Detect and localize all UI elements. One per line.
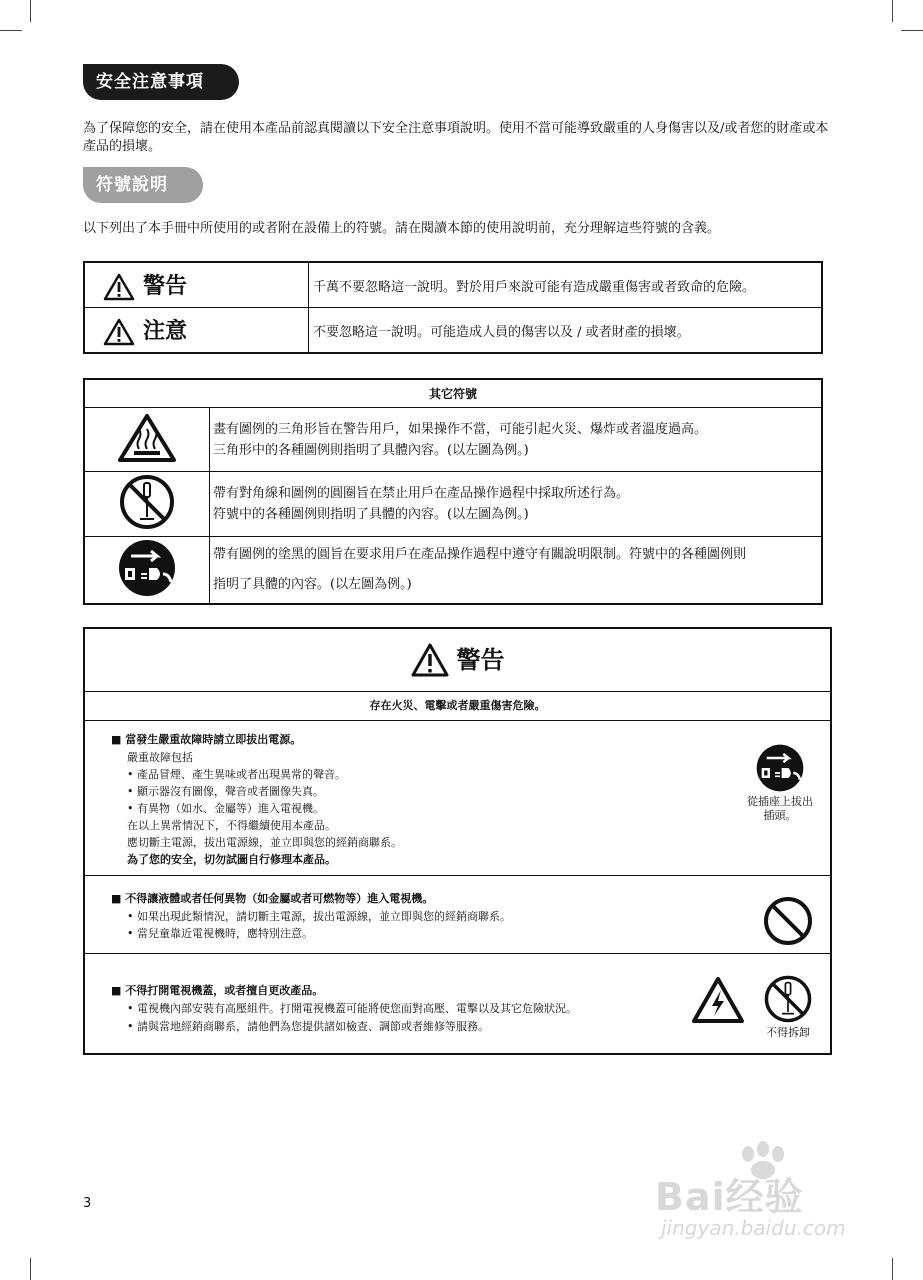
icon-caption: 不得拆卸 xyxy=(766,1026,810,1039)
other-symbols-table xyxy=(83,378,823,605)
list-item: • 有異物（如水、金屬等）進入電視機。 xyxy=(127,802,324,815)
warning-section-power xyxy=(85,721,830,876)
hot-surface-triangle-icon xyxy=(117,413,177,463)
warning-section-cover xyxy=(85,954,830,1053)
crop-mark xyxy=(892,1258,893,1280)
symbol-desc-line: 三角形中的各種圖例則指明了具體內容。(以左圖為例。) xyxy=(213,442,529,458)
crop-mark xyxy=(0,30,22,31)
level-desc: 不要忽略這一說明。可能造成人員的傷害以及 / 或者財產的損壞。 xyxy=(309,308,823,354)
warning-box xyxy=(83,627,832,1055)
intro-paragraph: 為了保障您的安全，請在使用本產品前認真閱讀以下安全注意事項說明。使用不當可能導致嚴重的人身傷害以及/或者您的財產或本產品的損壞。 xyxy=(83,121,829,154)
section-heading: ■ 不得打開電視機蓋，或者擅自更改產品。 xyxy=(111,984,324,997)
list-item: • 當兒童靠近電視機時，應特別注意。 xyxy=(127,927,313,940)
watermark-url: jingyan.baidu.com xyxy=(661,1216,846,1240)
table-row xyxy=(84,308,822,354)
crop-mark xyxy=(892,0,893,22)
level-label: 注意 xyxy=(143,319,188,344)
symbols-intro: 以下列出了本手冊中所使用的或者附在設備上的符號。請在閱讀本節的使用說明前，充分理解這些符號的含義。 xyxy=(83,221,721,236)
warning-section-liquids xyxy=(85,876,830,954)
list-item: • 顯示器沒有圖像，聲音或者圖像失真。 xyxy=(127,785,324,798)
no-disassemble-icon xyxy=(763,974,813,1024)
no-disassemble-icon xyxy=(118,473,176,531)
list-item: 應切斷主電源，拔出電源線，並立即與您的經銷商聯系。 xyxy=(127,836,402,849)
warning-subtitle: 存在火災、電擊或者嚴重傷害危險。 xyxy=(85,692,830,721)
crop-mark xyxy=(30,0,31,22)
warning-title-text: 警告 xyxy=(456,646,505,674)
list-item: 嚴重故障包括 xyxy=(127,751,193,764)
symbol-desc-line: 符號中的各種圖例則指明了具體的內容。(以左圖為例。) xyxy=(213,507,529,522)
level-label: 警告 xyxy=(143,274,188,299)
icon-caption: 從插座上拔出 插頭。 xyxy=(747,795,813,822)
unplug-icon xyxy=(117,538,177,598)
table-row xyxy=(84,537,822,605)
unplug-icon xyxy=(755,743,805,793)
table-row xyxy=(84,472,822,537)
list-item: • 電視機內部安裝有高壓組件。打開電視機蓋可能將使您面對高壓、電擊以及其它危險狀況。 xyxy=(127,1002,577,1015)
section-heading: ■ 不得讓液體或者任何異物（如金屬或者可燃物等）進入電視機。 xyxy=(111,892,434,905)
crop-mark xyxy=(30,1258,31,1280)
high-voltage-icon xyxy=(691,976,745,1024)
watermark xyxy=(655,1140,870,1250)
page-number: 3 xyxy=(83,1196,92,1211)
symbol-desc-line: 帶有對角線和圖例的圓圈旨在禁止用戶在產品操作過程中採取所述行為。 xyxy=(213,486,630,501)
section-title-symbols: 符號說明 xyxy=(83,167,203,203)
warning-triangle-icon xyxy=(411,643,449,677)
bold-warning-line: 為了您的安全，切勿試圖自行修理本產品。 xyxy=(127,853,336,866)
caution-triangle-icon xyxy=(103,318,135,346)
symbol-desc-line: 畫有圖例的三角形旨在警告用戶，如果操作不當，可能引起火災、爆炸或者溫度過高。 xyxy=(213,421,708,437)
table-row xyxy=(84,262,822,308)
warning-triangle-icon xyxy=(103,273,135,301)
level-desc: 千萬不要忽略這一說明。對於用戶來說可能有造成嚴重傷害或者致命的危險。 xyxy=(309,262,823,308)
table-row xyxy=(84,408,822,472)
table-header: 其它符號 xyxy=(84,379,822,408)
page-title: 安全注意事項 xyxy=(83,64,239,100)
section-heading: ■ 當發生嚴重故障時請立即拔出電源。 xyxy=(111,733,302,746)
crop-mark xyxy=(901,30,923,31)
list-item: • 產品冒煙、產生異味或者出現異常的聲音。 xyxy=(127,768,346,781)
warning-level-table xyxy=(83,261,823,354)
prohibition-icon xyxy=(763,896,813,946)
list-item: • 請與當地經銷商聯系，請他們為您提供諸如檢查、調節或者維修等服務。 xyxy=(127,1020,489,1033)
list-item: 在以上異常情況下，不得繼續使用本產品。 xyxy=(127,819,336,832)
watermark-main: Bai经验 xyxy=(655,1175,804,1219)
warning-title xyxy=(85,629,830,692)
symbol-desc-line: 指明了具體的內容。(以左圖為例。) xyxy=(213,577,412,592)
symbol-desc-line: 帶有圖例的塗黑的圓旨在要求用戶在產品操作過程中遵守有關說明限制。符號中的各種圖例則 xyxy=(213,547,747,562)
list-item: • 如果出現此類情況，請切斷主電源，拔出電源線，並立即與您的經銷商聯系。 xyxy=(127,910,511,923)
